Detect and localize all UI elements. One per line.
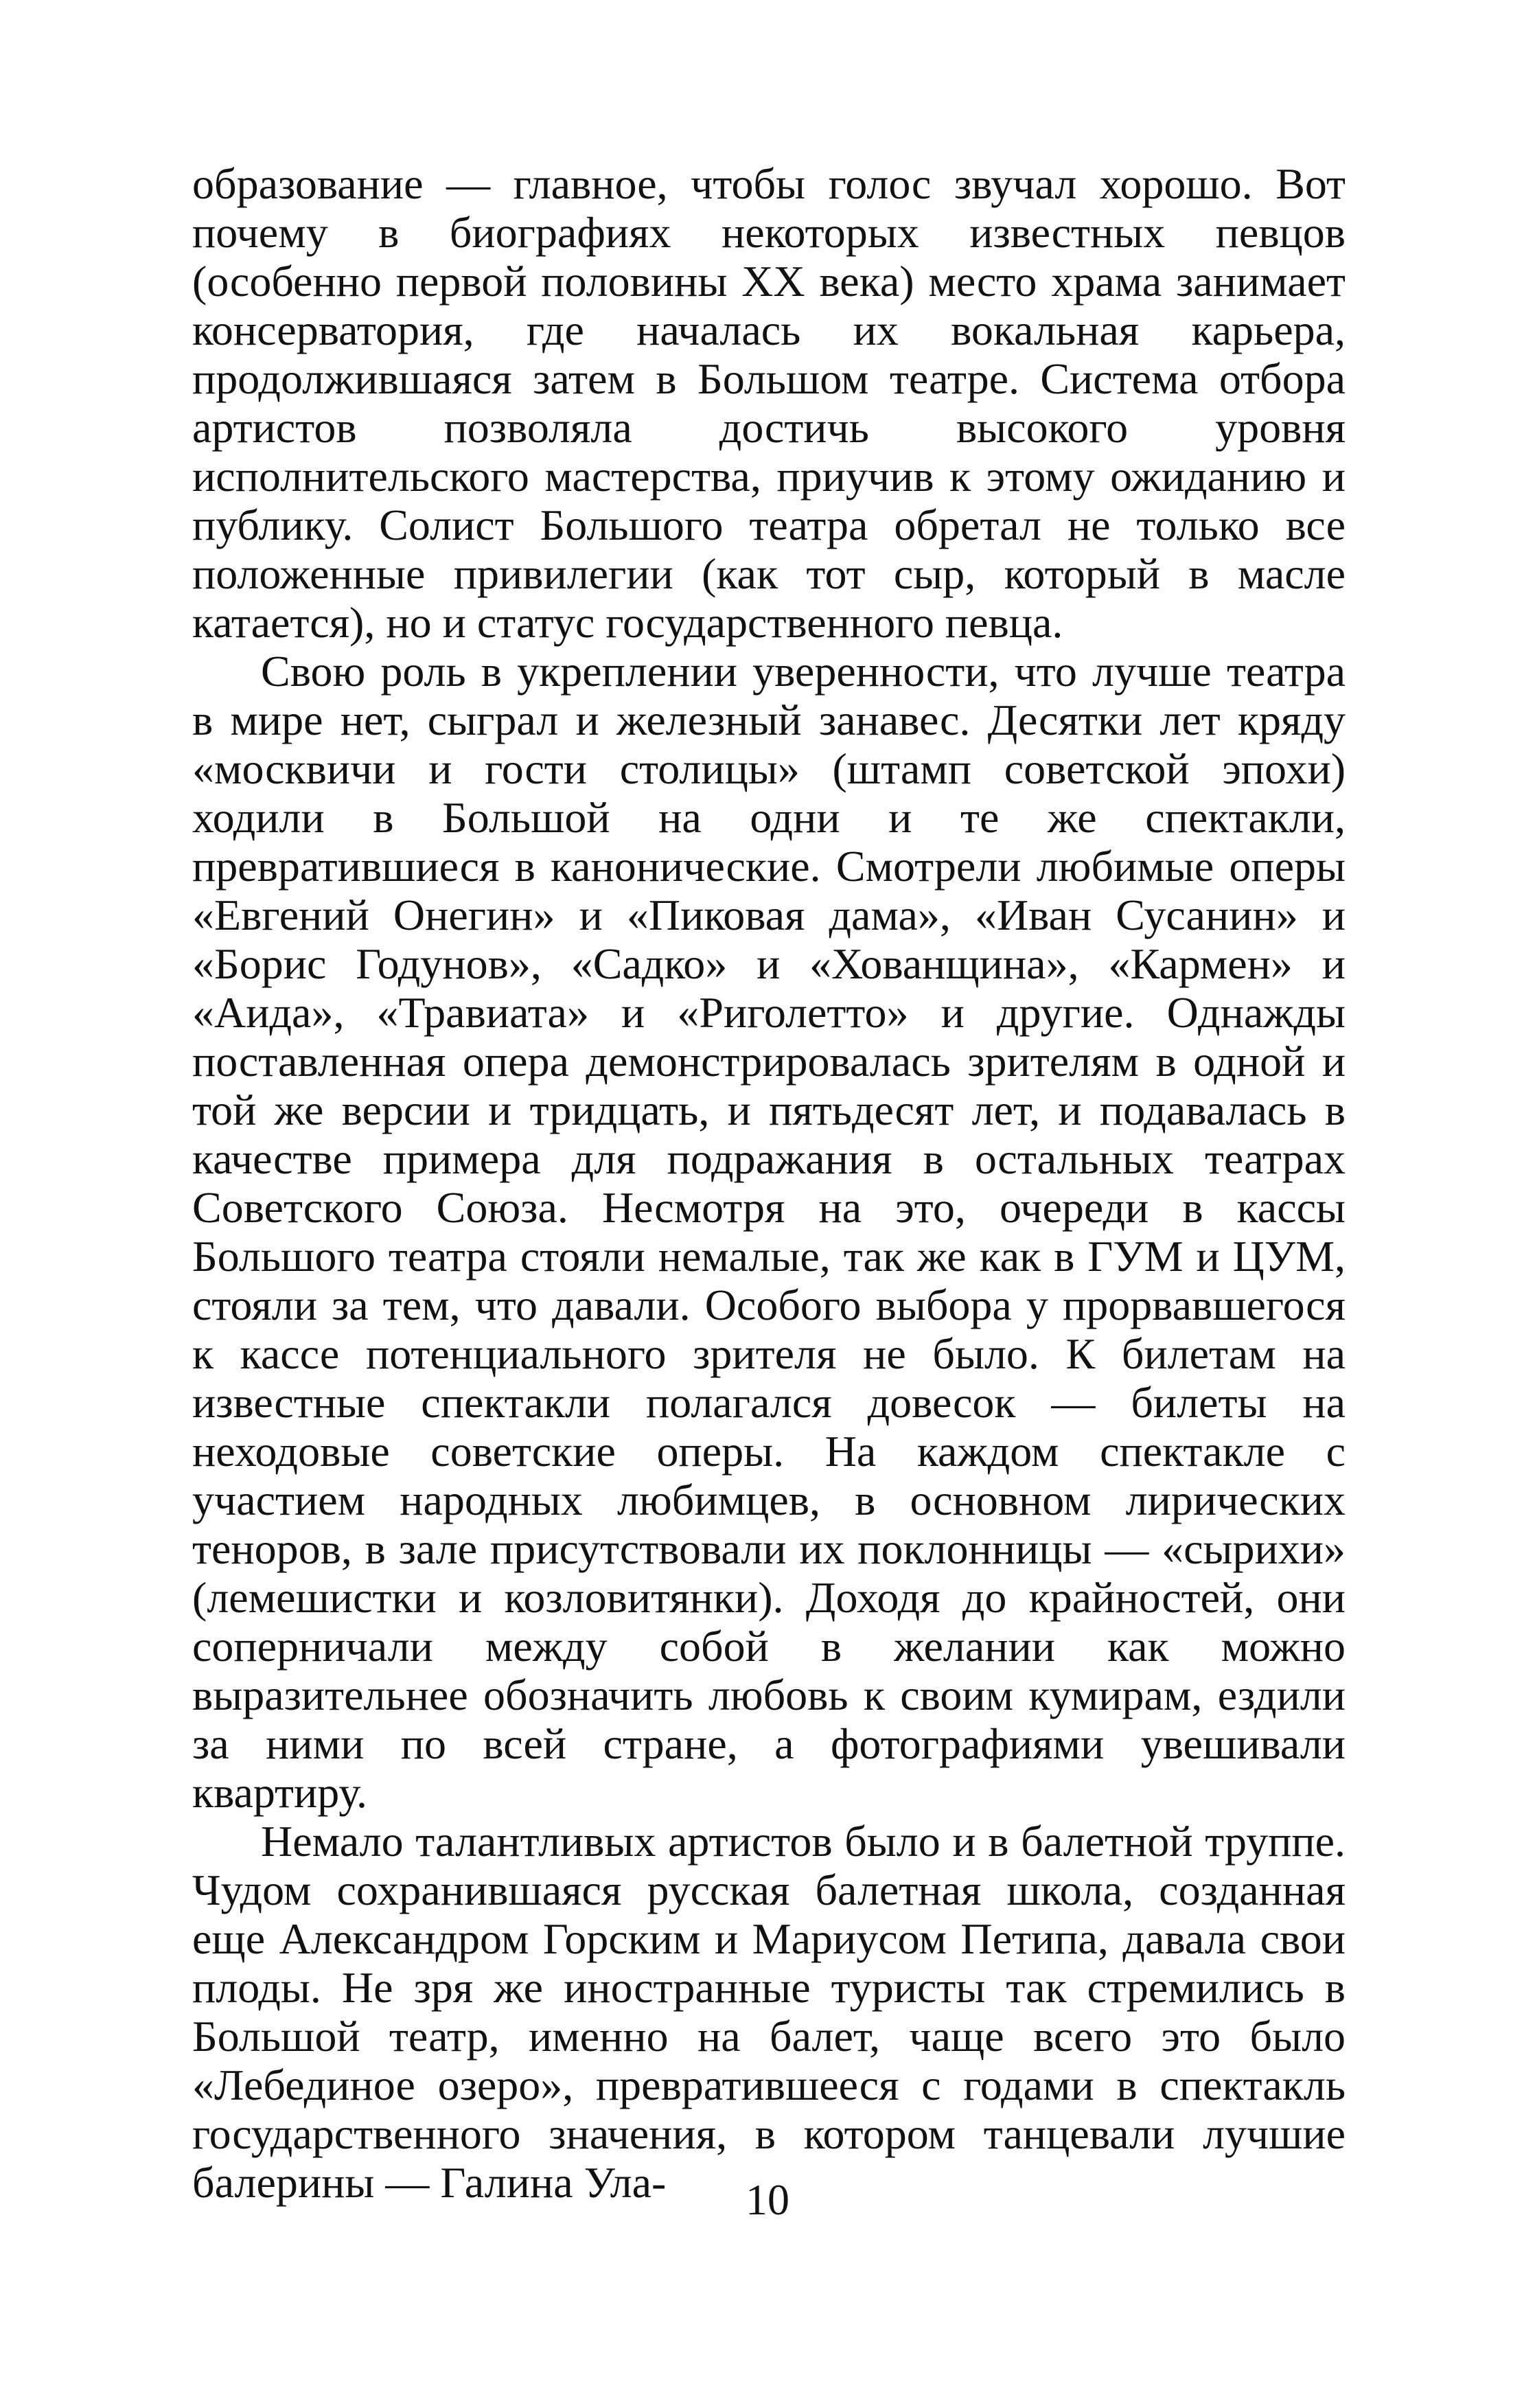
paragraph-1: образование — главное, чтобы голос звучал хорошо. Вот почему в биографиях некоторых известных певцов (особенно первой половины XX века) место храма занимает консерватория, где началась их вокальная карьера, продолжившаяся затем в Большом театре. Система отбора артистов позволяла достичь высокого уровня исполнительского мастерства, приучив к этому ожиданию и публику. Солист Большого театра обретал не только все положенные привилегии (как тот сыр, который в масле катается), но и статус государственного певца. [192, 159, 1346, 647]
paragraph-3: Немало талантливых артистов было и в балетной труппе. Чудом сохранившаяся русская балетная школа, созданная еще Александром Горским и Мариусом Петипа, давала свои плоды. Не зря же иностранные туристы так стремились в Большой театр, именно на балет, чаще всего это было «Лебединое озеро», превратившееся с годами в спектакль государственного значения, в котором танцевали лучшие балерины — Галина Ула- [192, 1817, 1346, 2207]
page-text-block [192, 159, 1346, 2207]
paragraph-2: Свою роль в укреплении уверенности, что лучше театра в мире нет, сыграл и железный занавес. Десятки лет кряду «москвичи и гости столицы» (штамп советской эпохи) ходили в Большой на одни и те же спектакли, превратившиеся в канонические. Смотрели любимые оперы «Евгений Онегин» и «Пиковая дама», «Иван Сусанин» и «Борис Годунов», «Садко» и «Хованщина», «Кармен» и «Аида», «Травиата» и «Риголетто» и другие. Однажды поставленная опера демонстрировалась зрителям в одной и той же версии и тридцать, и пятьдесят лет, и подавалась в качестве примера для подражания в остальных театрах Советского Союза. Несмотря на это, очереди в кассы Большого театра стояли немалые, так же как в ГУМ и ЦУМ, стояли за тем, что давали. Особого выбора у прорвавшегося к кассе потенциального зрителя не было. К билетам на известные спектакли полагался довесок — билеты на неходовые советские оперы. На каждом спектакле с участием народных любимцев, в основном лирических теноров, в зале присутствовали их поклонницы — «сырихи» (лемешистки и козловитянки). Доходя до крайностей, они соперничали между собой в желании как можно выразительнее обозначить любовь к своим кумирам, ездили за ними по всей стране, а фотографиями увешивали квартиру. [192, 647, 1346, 1817]
page-number: 10 [746, 2175, 789, 2224]
